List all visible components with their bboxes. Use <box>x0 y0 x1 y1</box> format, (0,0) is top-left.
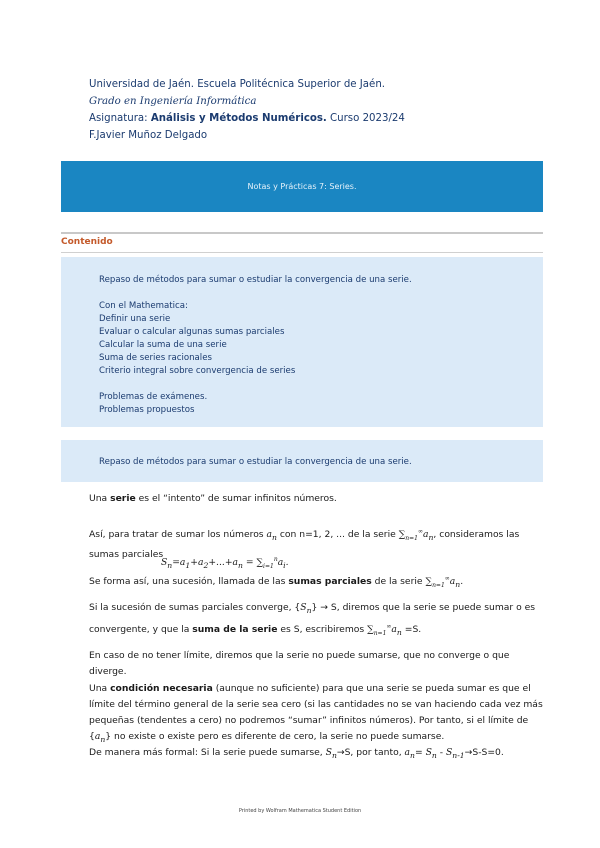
var-a: a <box>266 529 273 541</box>
sum-symbol: ∑ <box>367 623 374 635</box>
text: es S, escribiremos <box>277 623 368 635</box>
math-a <box>405 747 415 758</box>
toc-link-proposed-problems[interactable]: Problemas propuestos <box>99 405 195 415</box>
subscript: n <box>306 605 312 615</box>
sum-lower: n=1 <box>373 629 387 637</box>
math-S <box>426 747 437 758</box>
print-footer: Printed by Wolfram Mathematica Student Edition <box>238 808 362 814</box>
var-S: S <box>445 747 453 758</box>
text: Una <box>89 493 111 504</box>
text: = <box>242 557 257 569</box>
toc-link-mathematica[interactable]: Con el Mathematica: <box>99 301 188 311</box>
text: +a <box>190 557 204 569</box>
paragraph-divergence: En caso de no tener límite, diremos que la serie no puede sumarse, que no converge o que diverge. <box>89 650 510 677</box>
document-header <box>89 76 405 144</box>
sum-term: a <box>277 557 284 569</box>
subscript: n <box>455 579 461 589</box>
text: es el “intento” de sumar infinitos números. <box>135 493 337 504</box>
sum-term: a <box>449 576 456 588</box>
math-sum <box>367 624 402 635</box>
sum-upper: ∞ <box>418 528 423 535</box>
text: Así, para tratar de sumar los números <box>89 529 267 541</box>
text: . <box>460 576 464 588</box>
toc-link-integral-test[interactable]: Criterio integral sobre convergencia de series <box>99 366 296 376</box>
paragraph-necessary-condition <box>89 681 544 748</box>
math-a <box>95 731 105 742</box>
var-a: a <box>94 731 101 742</box>
subscript: n <box>100 734 106 744</box>
var-S: S <box>325 747 332 758</box>
text: Si la sucesión de sumas parciales converge, { <box>89 602 301 613</box>
text: } no existe o existe pero es diferente de cero, la serie no puede sumarse. <box>105 731 445 742</box>
text: (aunque no suficiente) para que una serie se pueda sumar es que el límite del término general de la serie sea cero (si las cantidades no se van haciendo cada vez más pequeñas (tendentes a cero) no podremos “sumar” infinitos números). Por tanto, si el límite de { <box>89 683 543 742</box>
text: . <box>285 557 289 569</box>
term-condicion-necesaria: condición necesaria <box>110 683 213 694</box>
math-S <box>446 747 465 758</box>
subscript: n <box>410 750 415 760</box>
text: De manera más formal: Si la serie puede sumarse, <box>89 747 326 758</box>
sum-term: a <box>423 529 429 541</box>
contents-title: Contenido <box>61 237 113 247</box>
subject-suffix: Curso 2023/24 <box>326 113 405 124</box>
sum-symbol: ∑ <box>256 557 264 569</box>
sum-upper: ∞ <box>444 575 450 582</box>
term-sumas-parciales: sumas parciales <box>288 576 372 588</box>
section-heading-box <box>61 440 543 482</box>
text: - <box>436 747 446 758</box>
toc-link-partial-sums[interactable]: Evaluar o calcular algunas sumas parciales <box>99 327 285 337</box>
subscript: n <box>331 750 337 760</box>
divider-top <box>61 232 543 234</box>
term-serie: serie <box>110 493 136 504</box>
subscript: n <box>272 532 277 542</box>
text: , consideramos las sumas parciales <box>89 529 520 560</box>
text: } → S, diremos que la serie se puede sumar o es convergente, y que la <box>89 602 536 635</box>
subscript: n <box>167 560 173 570</box>
math-sum <box>425 575 464 589</box>
toc-link-define-series[interactable]: Definir una serie <box>99 314 171 324</box>
contents-box <box>61 257 543 427</box>
text: = <box>414 747 426 758</box>
subject-name: Análisis y Métodos Numéricos. <box>150 113 327 124</box>
text: Una <box>89 683 111 694</box>
subscript: 1 <box>185 560 191 570</box>
subscript: n <box>396 627 402 637</box>
paragraph-formal <box>89 745 544 764</box>
text: Se forma así, una sucesión, llamada de las <box>89 576 289 588</box>
title-banner <box>61 161 543 212</box>
text: de la serie <box>371 576 426 588</box>
sum-lower: n=1 <box>432 581 445 589</box>
text: →S, por tanto, <box>336 747 405 758</box>
subscript: 2 <box>203 560 209 570</box>
toc-link-review[interactable]: Repaso de métodos para sumar o estudiar la convergencia de una serie. <box>99 275 412 285</box>
degree-line: Grado en Ingeniería Informática <box>89 96 257 107</box>
partial-sum-formula <box>161 556 289 570</box>
sum-upper: n <box>273 556 278 563</box>
text: =S. <box>401 623 422 635</box>
paragraph-partial-sums-intro <box>89 524 544 563</box>
text: →S-S=0. <box>464 747 504 758</box>
toc-link-series-sum[interactable]: Calcular la suma de una serie <box>99 340 227 350</box>
math-S <box>300 602 311 613</box>
banner-title: Notas y Prácticas 7: Series. <box>247 182 357 191</box>
paragraph-convergence <box>89 600 544 642</box>
var-a: a <box>404 747 411 758</box>
subscript: n <box>431 750 437 760</box>
sum-lower: i=1 <box>263 562 274 570</box>
var-S: S <box>161 557 168 569</box>
toc-link-rational-series[interactable]: Suma de series racionales <box>99 353 212 363</box>
sum-lower: n=1 <box>405 534 418 542</box>
var-S: S <box>425 747 432 758</box>
subject-prefix: Asignatura: <box>89 113 151 124</box>
math-a <box>267 529 277 540</box>
paragraph-partial-sums <box>89 571 544 594</box>
term-suma-de-la-serie: suma de la serie <box>192 623 278 635</box>
text: con n=1, 2, ... de la serie <box>276 529 399 541</box>
paragraph-definition <box>89 491 544 507</box>
text: +...+a <box>208 557 238 569</box>
author-line: F.Javier Muñoz Delgado <box>89 130 208 141</box>
subscript: n <box>238 560 243 570</box>
subscript: n-1 <box>452 750 465 760</box>
sum-upper: ∞ <box>386 622 392 630</box>
sum-term: a <box>391 623 397 635</box>
toc-link-exam-problems[interactable]: Problemas de exámenes. <box>99 392 208 402</box>
sum-symbol: ∑ <box>425 576 433 588</box>
var-S: S <box>300 602 307 613</box>
text: =a <box>172 557 186 569</box>
subject-line <box>89 110 405 127</box>
math-sum <box>399 529 434 540</box>
sum-symbol: ∑ <box>398 529 406 541</box>
math-S <box>326 747 337 758</box>
section-title: Repaso de métodos para sumar o estudiar la convergencia de una serie. <box>99 457 412 467</box>
divider-contents <box>61 252 543 253</box>
subscript: i <box>283 560 286 570</box>
university-line: Universidad de Jaén. Escuela Politécnica Superior de Jaén. <box>89 79 386 90</box>
subscript: n <box>428 532 434 542</box>
